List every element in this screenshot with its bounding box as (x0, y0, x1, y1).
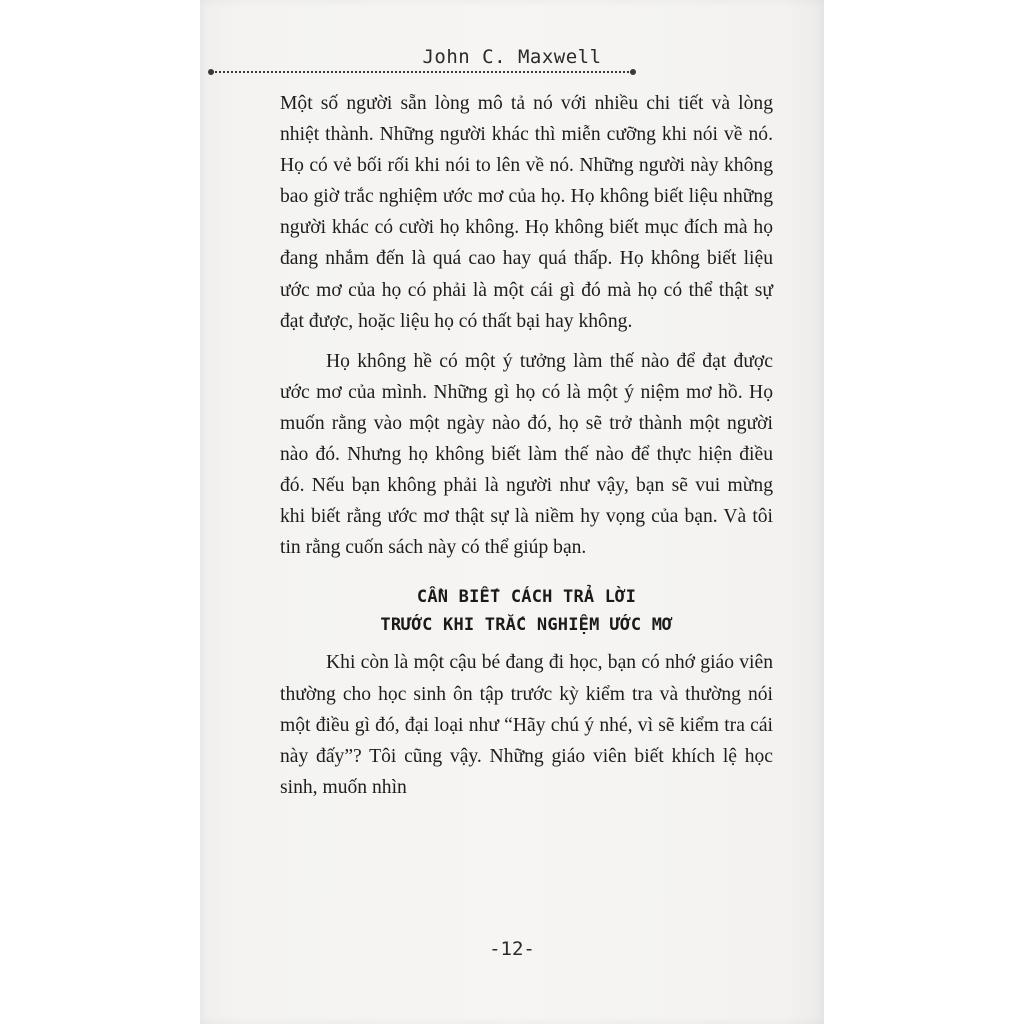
page-number: -12- (489, 938, 535, 960)
section-heading-line-1: CẦN BIẾT CÁCH TRẢ LỜI (416, 587, 637, 608)
paragraph-1: Một số người sẵn lòng mô tả nó với nhiều chi tiết và lòng nhiệt thành. Những người khác thì miễn cưỡng khi nói về nó. Họ có vẻ bối rối khi nói to lên về nó. Những người này không bao giờ trắc nghiệm ước mơ của họ. Họ không biết liệu những người khác có cười họ không. Họ không biết mục đích mà họ đang nhắm đến là quá cao hay quá thấp. Họ không biết liệu ước mơ của họ có phải là một cái gì đó mà họ có thể thật sự đạt được, hoặc liệu họ có thất bại hay không. (280, 93, 773, 332)
section-heading (280, 583, 773, 639)
page-body (280, 88, 773, 803)
dotted-rule (212, 71, 632, 73)
paragraph-3: Khi còn là một cậu bé đang đi học, bạn có nhớ giáo viên thường cho học sinh ôn tập trước kỳ kiểm tra và thường nói một điều gì đó, đại loại như “Hãy chú ý nhé, vì sẽ kiểm tra cái này đấy”? Tôi cũng vậy. Những giáo viên biết khích lệ học sinh, muốn nhìn (280, 652, 773, 798)
running-head-author: John C. Maxwell (422, 46, 602, 68)
paragraph-2: Họ không hề có một ý tưởng làm thế nào để đạt được ước mơ của mình. Những gì họ có là một ý niệm mơ hồ. Họ muốn rằng vào một ngày nào đó, họ sẽ trở thành một người nào đó. Nhưng họ không biết làm thế nào để thực hiện điều đó. Nếu bạn không phải là người như vậy, bạn sẽ vui mừng khi biết rằng ước mơ thật sự là niềm hy vọng của bạn. Và tôi tin rằng cuốn sách này có thể giúp bạn. (280, 350, 773, 559)
section-heading-line-2: TRƯỚC KHI TRẮC NGHIỆM ƯỚC MƠ (380, 615, 673, 636)
